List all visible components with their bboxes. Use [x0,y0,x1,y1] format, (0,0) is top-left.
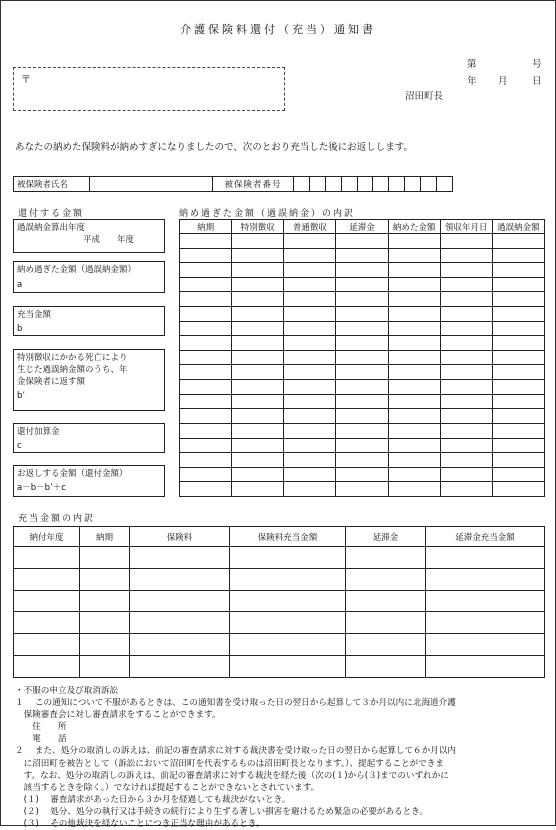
notes-line: １ この通知について不服があるときは、この通知書を受け取った日の翌日から起算して３か月以内に北海道介護 [15,698,456,709]
breakdown-col-overpaid: 過誤納金額 [492,220,544,234]
allocation-cell [14,656,80,678]
breakdown-row [180,423,545,438]
refund-amount-label: お返しする金額（還付金額） [17,469,128,479]
breakdown-cell [232,263,284,278]
breakdown-cell [336,482,388,497]
allocation-cell [230,656,346,678]
breakdown-heading: 納め過ぎた金額（過誤納金）の内訳 [179,209,356,219]
allocation-cell [130,590,230,612]
breakdown-cell [180,321,232,336]
breakdown-row [180,321,545,336]
breakdown-cell [440,321,492,336]
breakdown-cell [336,350,388,365]
breakdown-cell [180,438,232,453]
breakdown-cell [336,409,388,424]
breakdown-cell [180,394,232,409]
allocation-row [14,656,545,678]
breakdown-cell [336,336,388,351]
breakdown-cell [232,234,284,249]
breakdown-row [180,234,545,249]
breakdown-cell [284,350,336,365]
breakdown-col-normal: 普通徴収 [284,220,336,234]
insured-number-digit [325,177,341,192]
breakdown-cell [388,438,440,453]
breakdown-cell [440,277,492,292]
allocation-cell [346,634,426,656]
breakdown-cell [232,365,284,380]
breakdown-cell [336,307,388,322]
breakdown-cell [492,234,544,249]
breakdown-cell [336,380,388,395]
breakdown-cell [492,380,544,395]
allocation-cell [346,656,426,678]
breakdown-col-special: 特別徴収 [232,220,284,234]
breakdown-cell [440,394,492,409]
breakdown-col-delay: 延滞金 [336,220,388,234]
breakdown-cell [180,423,232,438]
allocation-cell [130,656,230,678]
breakdown-cell [388,482,440,497]
breakdown-cell [440,307,492,322]
breakdown-cell [492,365,544,380]
allocation-cell [130,634,230,656]
breakdown-cell [388,365,440,380]
breakdown-row [180,482,545,497]
notes-line: 電 話 [15,734,67,745]
allocation-cell [14,634,80,656]
postal-mark: 〒 [21,75,31,86]
breakdown-cell [284,277,336,292]
allocation-col-delay-allocated: 延滞金充当金額 [426,527,545,547]
allocation-row [14,634,545,656]
allocation-cell [230,634,346,656]
breakdown-cell [440,292,492,307]
breakdown-cell [440,263,492,278]
breakdown-cell [492,409,544,424]
allocation-cell [14,590,80,612]
date-month: 月 [498,76,508,87]
allocation-cell [230,612,346,634]
breakdown-cell [180,350,232,365]
breakdown-cell [440,423,492,438]
breakdown-cell [180,307,232,322]
additional-amount-symbol: c [17,441,22,451]
breakdown-cell [440,482,492,497]
breakdown-row [180,467,545,482]
allocation-cell [80,612,130,634]
breakdown-cell [492,453,544,468]
breakdown-cell [388,336,440,351]
allocated-amount-label: 充当金額 [17,310,52,320]
pension-return-label-1: 特別徴収にかかる死亡により [17,353,128,363]
breakdown-col-term: 納期 [180,220,232,234]
allocation-cell [230,590,346,612]
insured-name-label: 被保険者氏名 [14,177,90,192]
allocation-cell [426,547,545,569]
refund-amount-formula: a－b－b’＋c [17,483,66,493]
breakdown-cell [388,263,440,278]
allocation-cell [426,634,545,656]
breakdown-cell [492,307,544,322]
allocation-cell [426,568,545,590]
allocation-cell [346,568,426,590]
breakdown-cell [388,321,440,336]
address-box [13,67,285,111]
overpaid-amount-symbol: a [17,280,23,290]
allocated-amount-box [13,306,165,336]
insured-number-digit [421,177,437,192]
date-day: 日 [532,76,542,87]
breakdown-cell [336,263,388,278]
breakdown-cell [232,409,284,424]
breakdown-row [180,277,545,292]
insured-number-digit [437,177,453,192]
allocation-table [13,526,545,678]
calc-year-box [13,219,165,253]
notes-heading: ・不服の申立及び取消訴訟 [15,686,119,696]
allocation-cell [346,612,426,634]
breakdown-cell [180,277,232,292]
allocation-row [14,568,545,590]
overpaid-amount-label: 納め過ぎた金額（過誤納金額） [17,265,137,275]
allocation-row [14,612,545,634]
insured-name-value [90,177,213,192]
breakdown-cell [232,453,284,468]
breakdown-cell [440,350,492,365]
breakdown-row [180,438,545,453]
insured-number-digit [389,177,405,192]
breakdown-cell [492,423,544,438]
allocation-col-premium: 保険料 [130,527,230,547]
breakdown-cell [336,438,388,453]
number-suffix: 号 [532,59,542,70]
breakdown-cell [232,467,284,482]
insured-number-digit [373,177,389,192]
breakdown-cell [336,234,388,249]
breakdown-row [180,263,545,278]
breakdown-cell [232,336,284,351]
breakdown-cell [284,423,336,438]
allocation-cell [80,568,130,590]
breakdown-row [180,336,545,351]
breakdown-cell [232,248,284,263]
breakdown-row [180,380,545,395]
breakdown-cell [232,277,284,292]
breakdown-cell [440,453,492,468]
issuer-name: 沼田町長 [405,91,444,102]
appeal-notes [15,685,456,830]
breakdown-cell [440,467,492,482]
breakdown-cell [284,292,336,307]
allocation-cell [80,590,130,612]
breakdown-cell [336,453,388,468]
breakdown-cell [284,336,336,351]
calc-year-label: 過誤納金算出年度 [17,223,86,233]
breakdown-cell [440,438,492,453]
breakdown-cell [492,438,544,453]
insured-number-digit [357,177,373,192]
breakdown-cell [336,394,388,409]
insured-number-digit [309,177,325,192]
breakdown-cell [336,248,388,263]
breakdown-cell [388,409,440,424]
breakdown-cell [492,394,544,409]
allocation-heading: 充当金額の内訳 [18,514,96,524]
number-prefix: 第 [467,59,477,70]
breakdown-cell [492,292,544,307]
insured-number-digit [294,177,310,192]
breakdown-cell [492,277,544,292]
allocation-row [14,547,545,569]
breakdown-cell [284,453,336,468]
notes-line: 住 所 [15,722,67,733]
allocation-cell [426,590,545,612]
breakdown-row [180,307,545,322]
breakdown-cell [284,380,336,395]
allocation-row [14,590,545,612]
breakdown-cell [284,248,336,263]
allocation-cell [426,612,545,634]
allocation-cell [230,547,346,569]
breakdown-row [180,248,545,263]
breakdown-cell [232,482,284,497]
breakdown-cell [284,467,336,482]
notes-line: に沼田町を被告として（訴訟において沼田町を代表するものは沼田町長となります。）、提起することができま [15,758,444,769]
allocation-col-delay: 延滞金 [346,527,426,547]
notes-line: ２ また、処分の取消しの訴えは、前記の審査請求に対する裁決書を受け取った日の翌日から起算して６か月以内 [15,746,457,757]
breakdown-cell [440,234,492,249]
document-title: 介護保険料還付（充当）通知書 [180,23,376,36]
breakdown-cell [284,321,336,336]
breakdown-cell [492,482,544,497]
breakdown-row [180,365,545,380]
breakdown-cell [388,307,440,322]
breakdown-cell [440,365,492,380]
allocation-col-year: 納付年度 [14,527,80,547]
insured-table [13,176,453,192]
insured-number-label: 被保険者番号 [213,177,294,192]
breakdown-cell [284,409,336,424]
breakdown-cell [388,467,440,482]
allocation-col-premium-allocated: 保険料充当金額 [230,527,346,547]
notes-line: 保険審査会に対し審査請求をすることができます。 [15,710,221,721]
breakdown-row [180,350,545,365]
breakdown-cell [336,467,388,482]
insured-number-digit [341,177,357,192]
breakdown-cell [232,423,284,438]
allocation-cell [130,547,230,569]
intro-text: あなたの納めた保険料が納めすぎになりましたので、次のとおり充当した後にお返しします。 [15,142,414,153]
breakdown-cell [492,350,544,365]
breakdown-cell [180,453,232,468]
insured-number-digit [405,177,421,192]
additional-amount-box [13,423,165,453]
notes-line: (２) 処分、処分の執行又は手続きの続行により生ずる著しい損害を避けるため緊急の必要があるとき。 [15,806,429,817]
allocation-cell [346,547,426,569]
breakdown-row [180,292,545,307]
additional-amount-label: 還付加算金 [17,427,60,437]
breakdown-cell [232,438,284,453]
breakdown-table [179,219,545,497]
allocated-amount-symbol: b [17,324,23,334]
breakdown-row [180,394,545,409]
breakdown-cell [284,307,336,322]
breakdown-cell [336,365,388,380]
refund-amount-box [13,465,165,497]
breakdown-cell [232,292,284,307]
pension-return-symbol: b’ [17,391,26,401]
allocation-cell [130,568,230,590]
breakdown-cell [232,380,284,395]
allocation-cell [80,634,130,656]
breakdown-cell [284,394,336,409]
breakdown-cell [180,336,232,351]
breakdown-cell [492,248,544,263]
breakdown-col-receipt-date: 領収年月日 [440,220,492,234]
breakdown-cell [388,248,440,263]
breakdown-cell [180,365,232,380]
breakdown-cell [388,234,440,249]
breakdown-cell [336,277,388,292]
allocation-cell [426,656,545,678]
notes-line: す。なお、処分の取消しの訴えは、前記の審査請求に対する裁決を経た後（次の(１)から(３)までのいずれかに [15,770,449,781]
allocation-cell [14,547,80,569]
breakdown-cell [388,453,440,468]
breakdown-cell [440,336,492,351]
pension-return-label-3: 金保険者に返す額 [17,377,86,387]
pension-return-box [13,349,165,411]
breakdown-cell [232,307,284,322]
breakdown-cell [388,292,440,307]
breakdown-cell [492,321,544,336]
breakdown-cell [284,365,336,380]
breakdown-cell [336,321,388,336]
breakdown-cell [180,409,232,424]
breakdown-cell [180,482,232,497]
breakdown-cell [440,248,492,263]
breakdown-cell [284,438,336,453]
breakdown-cell [284,234,336,249]
breakdown-cell [180,263,232,278]
notes-line: (１) 審査請求があった日から３か月を経過しても裁決がないとき。 [15,794,291,805]
breakdown-cell [388,380,440,395]
breakdown-row [180,453,545,468]
notes-line: (３) その他裁決を経ないことにつき正当な理由があるとき。 [15,819,265,830]
breakdown-col-paid: 納めた金額 [388,220,440,234]
breakdown-cell [180,292,232,307]
breakdown-cell [388,350,440,365]
breakdown-cell [232,394,284,409]
breakdown-cell [180,467,232,482]
calc-year-value: 平成 年度 [83,235,135,245]
breakdown-cell [336,292,388,307]
notes-line: 該当するときを除く。）でなければ提起することができないとされています。 [15,782,320,793]
overpaid-amount-box [13,261,165,293]
breakdown-cell [388,394,440,409]
allocation-cell [80,656,130,678]
allocation-cell [346,590,426,612]
refund-heading: 還付する金額 [18,209,85,219]
breakdown-cell [284,263,336,278]
breakdown-cell [180,234,232,249]
breakdown-cell [180,248,232,263]
breakdown-cell [232,350,284,365]
breakdown-cell [440,380,492,395]
allocation-cell [14,612,80,634]
allocation-cell [130,612,230,634]
breakdown-cell [232,321,284,336]
breakdown-cell [492,336,544,351]
breakdown-cell [388,277,440,292]
breakdown-cell [440,409,492,424]
breakdown-cell [388,423,440,438]
breakdown-cell [284,482,336,497]
allocation-cell [14,568,80,590]
pension-return-label-2: 生じた過誤納金額のうち、年 [17,365,128,375]
breakdown-cell [180,380,232,395]
breakdown-cell [492,467,544,482]
allocation-cell [230,568,346,590]
date-year: 年 [467,76,477,87]
breakdown-cell [492,263,544,278]
breakdown-cell [336,423,388,438]
breakdown-row [180,409,545,424]
allocation-cell [80,547,130,569]
allocation-col-term: 納期 [80,527,130,547]
